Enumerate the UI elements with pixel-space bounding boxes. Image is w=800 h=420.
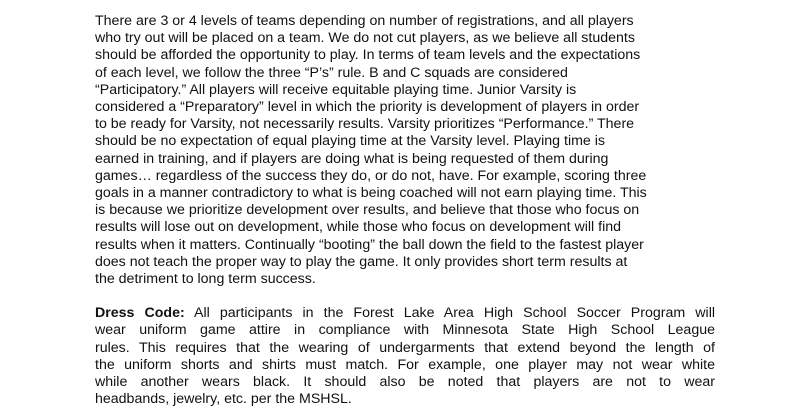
paragraph-line: while another wears black. It should also be noted that players are not to wear (95, 374, 715, 391)
dress-code-first-line-text: All participants in the Forest Lake Area High School Soccer Program will (184, 305, 715, 322)
dress-code-heading: Dress Code: (95, 305, 185, 322)
paragraph-line: should be no expectation of equal playing time at the Varsity level. Playing time is (95, 133, 605, 150)
paragraph-line: the detriment to long term success. (95, 271, 316, 288)
paragraph-line: “Participatory.” All players will receive equitable playing time. Junior Varsity is (95, 81, 577, 98)
document-body (95, 13, 715, 408)
paragraph-line: considered a “Preparatory” level in which the priority is development of players in order (95, 99, 640, 116)
paragraph-line: goals in a manner contradictory to what is being coached will not earn playing time. This (95, 185, 647, 202)
paragraph-line: results when it matters. Continually “booting” the ball down the field to the fastest player (95, 236, 644, 253)
paragraph-line: wear uniform game attire in compliance with Minnesota State High School League (95, 322, 715, 339)
paragraph-line: games… regardless of the success they do, or do not, have. For example, scoring three (95, 167, 647, 184)
dress-code-paragraph (95, 305, 715, 408)
paragraph-line: headbands, jewelry, etc. per the MSHSL. (95, 391, 352, 408)
paragraph-line: the uniform shorts and shirts must match. For example, one player may not wear white (95, 356, 715, 373)
paragraph-line: results will lose out on development, while those who focus on development will find (95, 219, 622, 236)
paragraph-line: to be ready for Varsity, not necessarily results. Varsity prioritizes “Performance.” There (95, 116, 635, 133)
paragraph-line: does not teach the proper way to play the game. It only provides short term results at (95, 253, 628, 270)
paragraph-line (95, 305, 715, 322)
paragraph-line: earned in training, and if players are doing what is being requested of them during (95, 150, 609, 167)
paragraph-line: should be afforded the opportunity to play. In terms of team levels and the expectations (95, 47, 641, 64)
paragraph-line: rules. This requires that the wearing of undergarments that extend beyond the length of (95, 339, 715, 356)
paragraph-line: of each level, we follow the three “P’s” rule. B and C squads are considered (95, 64, 568, 81)
paragraph-line: who try out will be placed on a team. We do not cut players, as we believe all students (95, 30, 635, 47)
paragraph-line: is because we prioritize development over results, and believe that those who focus on (95, 202, 640, 219)
team-levels-paragraph (95, 13, 715, 288)
paragraph-line: There are 3 or 4 levels of teams depending on number of registrations, and all players (95, 13, 634, 29)
